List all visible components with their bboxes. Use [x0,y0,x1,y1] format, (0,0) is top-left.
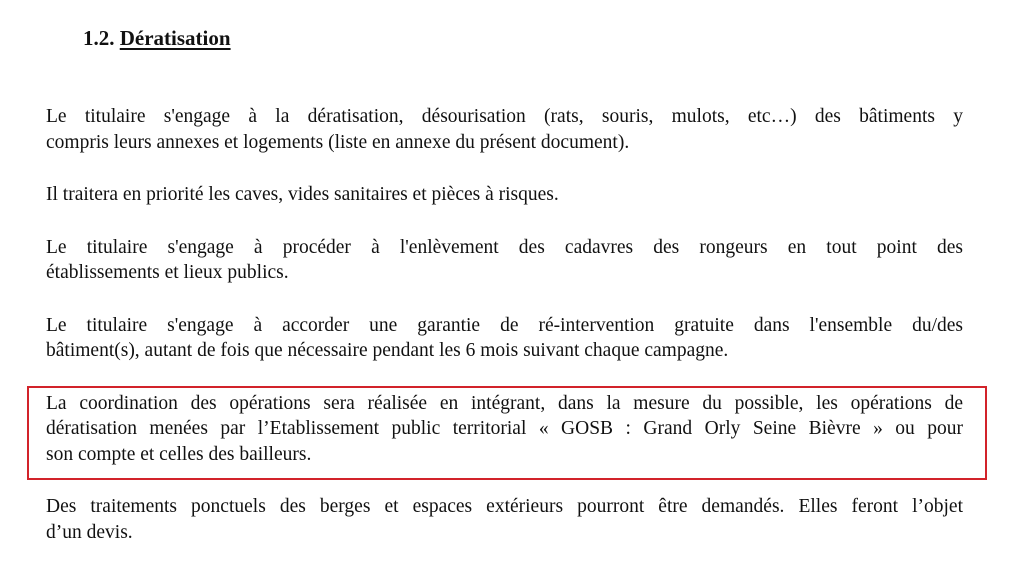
text-line: Le titulaire s'engage à accorder une garantie de ré-intervention gratuite dans l'ensemble du/des [46,314,963,336]
paragraph-scope [46,104,963,155]
text-line: Des traitements ponctuels des berges et espaces extérieurs pourront être demandés. Elles feront l’objet [46,496,963,517]
highlight-box [27,386,987,480]
text-line: dératisation menées par l’Etablissement public territorial « GOSB : Grand Orly Seine Bièvre » ou pour [46,418,963,439]
text-line: compris leurs annexes et logements (liste en annexe du présent document). [46,131,630,153]
paragraph-guarantee [46,313,963,364]
section-title: Dératisation [119,26,231,50]
text-line: Le titulaire s'engage à procéder à l'enlèvement des cadavres des rongeurs en tout point des [46,236,963,258]
text-line: établissements et lieux publics. [46,262,289,283]
section-heading [83,26,231,51]
paragraph-coordination-highlighted [46,391,963,468]
paragraph-treatments [46,494,963,545]
text-line: Il traitera en priorité les caves, vides sanitaires et pièces à risques. [46,184,559,205]
document-body [46,104,963,572]
paragraph-removal [46,235,963,286]
text-line: La coordination des opérations sera réalisée en intégrant, dans la mesure du possible, les opérations de [46,392,963,414]
paragraph-priority [46,182,963,208]
text-line: Le titulaire s'engage à la dératisation, désourisation (rats, souris, mulots, etc…) des bâtiments y [46,106,963,127]
text-line: son compte et celles des bailleurs. [46,443,312,465]
section-number: 1.2. [83,26,115,50]
text-line: bâtiment(s), autant de fois que nécessaire pendant les 6 mois suivant chaque campagne. [46,340,729,361]
text-line: d’un devis. [46,521,133,543]
